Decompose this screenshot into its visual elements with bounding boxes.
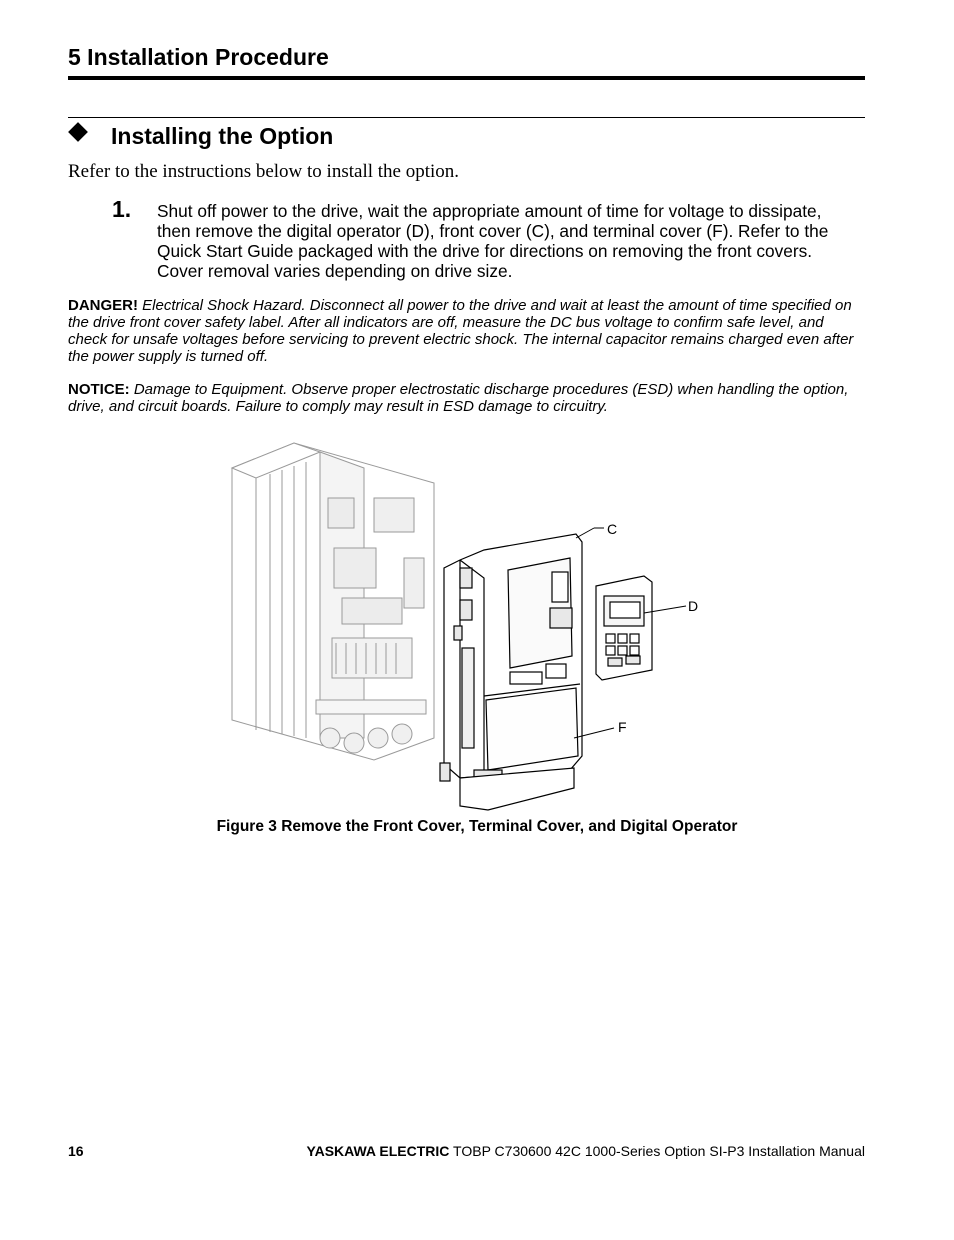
section-rule xyxy=(68,117,865,118)
page-number: 16 xyxy=(68,1143,84,1159)
footer-doc-title: TOBP C730600 42C 1000-Series Option SI-P3 Installation Manual xyxy=(449,1143,865,1159)
figure-drive-illustration xyxy=(224,438,734,816)
step-number: 1. xyxy=(112,196,132,222)
danger-text: Electrical Shock Hazard. Disconnect all power to the drive and wait at least the amount of time specified on the drive front cover safety label. After all indicators are off, measure the DC bus voltage to confirm safe level, and check for unsafe voltages before servicing to prevent electric shock. The internal capacitor remains charged even after the power supply is turned off. xyxy=(68,297,854,365)
footer-brand: YASKAWA ELECTRIC xyxy=(306,1143,450,1159)
section-title: Installing the Option xyxy=(111,123,334,149)
callout-d-label: D xyxy=(688,598,699,614)
step-text: Shut off power to the drive, wait the appropriate amount of time for voltage to dissipate, then remove the digital operator (D), front cover (C), and terminal cover (F). Refer to the Quick Start Guide packaged with the drive for directions on removing the front covers. Cover removal varies depending on drive size. xyxy=(157,201,829,281)
notice-text: Damage to Equipment. Observe proper electrostatic discharge procedures (ESD) when handling the option, drive, and circuit boards. Failure to comply may result in ESD damage to circuitry. xyxy=(68,381,849,415)
figure-caption: Figure 3 Remove the Front Cover, Terminal Cover, and Digital Operator xyxy=(216,818,738,835)
header-rule xyxy=(68,76,865,80)
intro-paragraph: Refer to the instructions below to install the option. xyxy=(68,161,460,182)
digital-operator-illustration xyxy=(596,576,652,680)
danger-label: DANGER! xyxy=(68,297,138,314)
callout-c-leader xyxy=(576,528,594,538)
notice-warning xyxy=(68,381,864,415)
notice-label: NOTICE: xyxy=(68,381,130,398)
drive-chassis-illustration xyxy=(232,443,434,760)
diamond-bullet-icon xyxy=(68,122,88,142)
chapter-title: 5 Installation Procedure xyxy=(68,44,329,70)
callout-c-label: C xyxy=(607,521,618,537)
front-cover-illustration xyxy=(440,534,582,810)
footer-manual-title xyxy=(307,1143,865,1159)
callout-f-label: F xyxy=(618,719,627,735)
danger-warning xyxy=(68,297,864,365)
